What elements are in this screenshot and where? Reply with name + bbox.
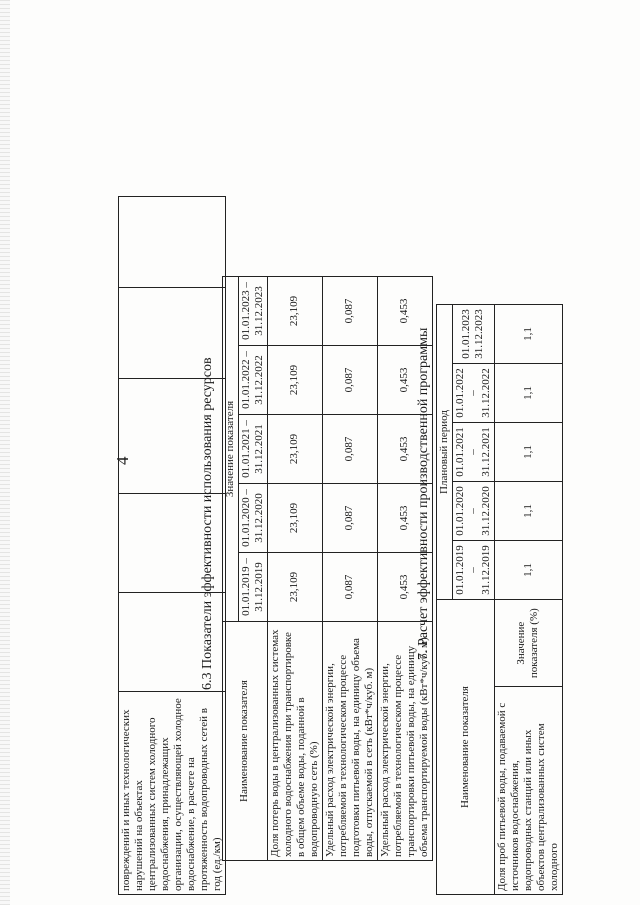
page-number: 4 bbox=[113, 456, 132, 465]
value-cell: 1,1 bbox=[494, 541, 562, 600]
col-name-header: Наименование показателя bbox=[437, 600, 495, 895]
value-cell: 0,453 bbox=[377, 277, 432, 346]
table-header-row bbox=[437, 305, 453, 895]
value-cell: 23,109 bbox=[267, 415, 322, 484]
period-header: 01.01.2021 – 31.12.2021 bbox=[238, 415, 267, 484]
col-name-header: Наименование показателя bbox=[223, 622, 268, 861]
period-header: 01.01.2019 – 31.12.2019 bbox=[452, 541, 494, 600]
section-6-3-title: 6.3 Показатели эффективности использования ресурсов bbox=[200, 357, 215, 690]
period-header: 01.01.2022 – 31.12.2022 bbox=[452, 364, 494, 423]
value-cell: 23,109 bbox=[267, 277, 322, 346]
table-header-row bbox=[223, 277, 239, 861]
value-cell: 0,087 bbox=[322, 415, 377, 484]
period-header: 01.01.2023 31.12.2023 bbox=[452, 305, 494, 364]
value-cell: 0,087 bbox=[322, 553, 377, 622]
value-cell: 0,087 bbox=[322, 346, 377, 415]
value-cell: 0,453 bbox=[377, 484, 432, 553]
value-cell: 1,1 bbox=[494, 305, 562, 364]
indicator-name: Доля потерь воды в централизованных системах холодного водоснабжения при транспортировке в общем объеме воды, поданной в водопроводную сеть (%) bbox=[267, 622, 322, 861]
period-header: 01.01.2020 – 31.12.2020 bbox=[238, 484, 267, 553]
table-row bbox=[267, 277, 322, 861]
value-cell: 0,087 bbox=[322, 277, 377, 346]
value-cell: 1,1 bbox=[494, 482, 562, 541]
value-cell: 23,109 bbox=[267, 346, 322, 415]
table-row bbox=[494, 305, 562, 895]
resource-efficiency-table bbox=[222, 276, 433, 861]
indicator-text: повреждений и иных технологических нарушений на объектах централизованных систем холодного водоснабжения, принадлежащих организации, осуществляющей холодное водоснабжение, в расчете на протяженность водопроводных сетей в год (ед./км) bbox=[119, 692, 226, 895]
period-header: 01.01.2020 – 31.12.2020 bbox=[452, 482, 494, 541]
value-cell: 0,453 bbox=[377, 553, 432, 622]
program-efficiency-table bbox=[436, 304, 563, 895]
indicator-name: Доля проб питьевой воды, подаваемой с источников водоснабжения, водопроводных станций или иных объектов централизованных систем холодного bbox=[494, 687, 562, 895]
value-cell: 23,109 bbox=[267, 484, 322, 553]
value-cell: 23,109 bbox=[267, 553, 322, 622]
period-header: 01.01.2019 – 31.12.2019 bbox=[238, 553, 267, 622]
period-header: 01.01.2023 – 31.12.2023 bbox=[238, 277, 267, 346]
section-7-title: 7. Расчет эффективности производственной программы bbox=[416, 327, 431, 660]
value-header: Значение показателя (%) bbox=[494, 600, 562, 687]
col-group-header: Значение показателя bbox=[223, 277, 239, 622]
value-cell: 0,087 bbox=[322, 484, 377, 553]
value-cell: 0,453 bbox=[377, 415, 432, 484]
value-cell: 1,1 bbox=[494, 423, 562, 482]
indicator-name: Удельный расход электрической энергии, потребляемой в технологическом процессе транспортировки питьевой воды, на единицу объема транспортируемой воды (кВт*ч/куб. м) bbox=[377, 622, 432, 861]
period-header: 01.01.2021 – 31.12.2021 bbox=[452, 423, 494, 482]
value-cell: 1,1 bbox=[494, 364, 562, 423]
value-cell: 0,453 bbox=[377, 346, 432, 415]
table-row bbox=[322, 277, 377, 861]
empty-cell bbox=[119, 197, 226, 288]
col-group-header: Плановый период bbox=[437, 305, 453, 600]
indicator-name: Удельный расход электрической энергии, потребляемой в технологическом процессе подготовки питьевой воды, на единицу объема воды, отпускаемой в сеть (кВт*ч/куб. м) bbox=[322, 622, 377, 861]
period-header: 01.01.2022 – 31.12.2022 bbox=[238, 346, 267, 415]
